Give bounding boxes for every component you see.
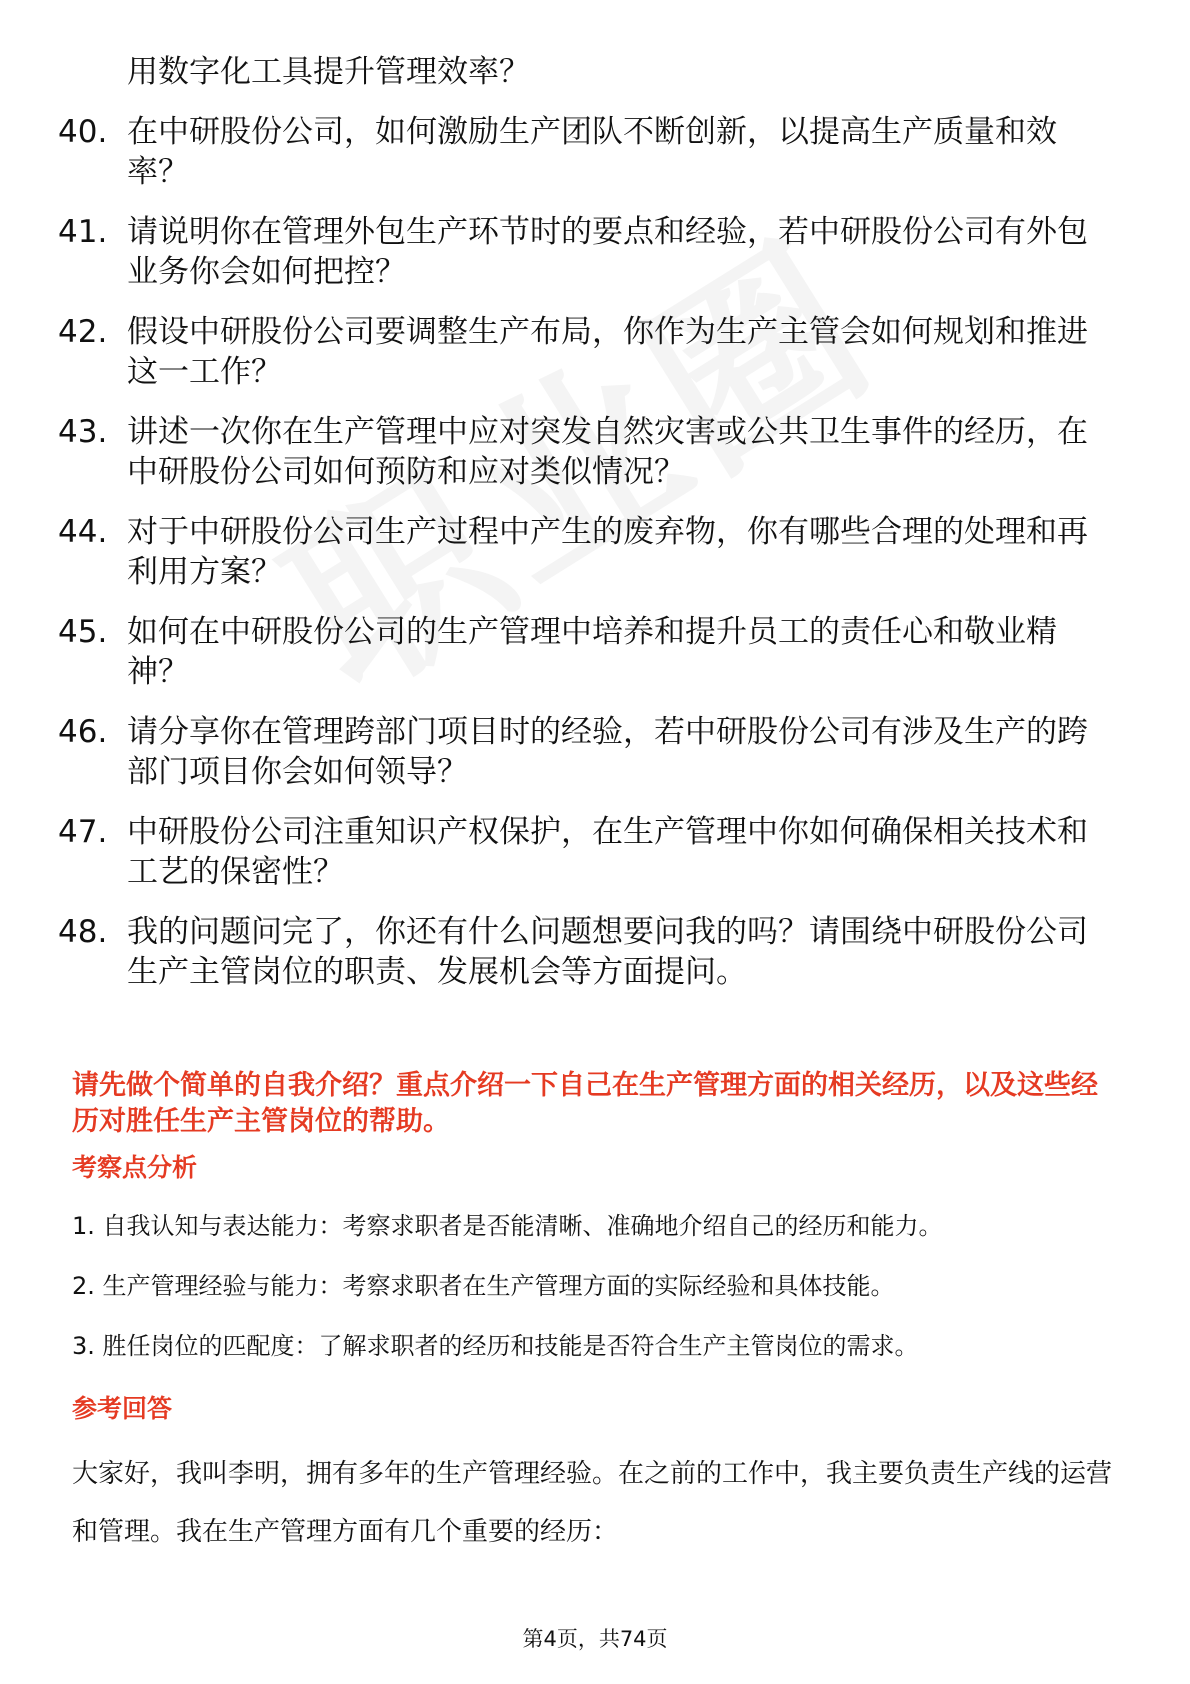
reference-heading: 参考回答 xyxy=(72,1394,173,1423)
question-text: 我的问题问完了，你还有什么问题想要问我的吗？请围绕中研股份公司生产主管岗位的职责、发展机会等方面提问。 xyxy=(127,914,1088,990)
question-text: 讲述一次你在生产管理中应对突发自然灾害或公共卫生事件的经历，在中研股份公司如何预防和应对类似情况？ xyxy=(127,414,1088,490)
question-item xyxy=(58,612,1118,692)
question-text: 如何在中研股份公司的生产管理中培养和提升员工的责任心和敬业精神？ xyxy=(127,614,1057,690)
analysis-heading: 考察点分析 xyxy=(72,1153,198,1182)
question-number: 41. xyxy=(58,214,108,250)
question-item xyxy=(58,512,1118,592)
question-text: 假设中研股份公司要调整生产布局，你作为生产主管会如何规划和推进这一工作？ xyxy=(127,314,1088,390)
question-item xyxy=(58,212,1118,292)
analysis-points xyxy=(72,1210,1122,1390)
question-list xyxy=(58,52,1118,1012)
question-number: 45. xyxy=(58,614,108,650)
question-item xyxy=(58,912,1118,992)
featured-question: 请先做个简单的自我介绍？重点介绍一下自己在生产管理方面的相关经历，以及这些经历对胜任生产主管岗位的帮助。 xyxy=(72,1070,1098,1137)
reference-answer: 大家好，我叫李明，拥有多年的生产管理经验。在之前的工作中，我主要负责生产线的运营和管理。我在生产管理方面有几个重要的经历： xyxy=(72,1459,1113,1547)
question-number: 44. xyxy=(58,514,108,550)
question-item xyxy=(58,112,1118,192)
analysis-point: 3. 胜任岗位的匹配度：了解求职者的经历和技能是否符合生产主管岗位的需求。 xyxy=(72,1332,919,1360)
question-number: 48. xyxy=(58,914,108,950)
question-text: 在中研股份公司，如何激励生产团队不断创新，以提高生产质量和效率？ xyxy=(127,114,1057,190)
question-number: 40. xyxy=(58,114,108,150)
question-number: 43. xyxy=(58,414,108,450)
question-text: 请说明你在管理外包生产环节时的要点和经验，若中研股份公司有外包业务你会如何把控？ xyxy=(127,214,1088,290)
question-number: 47. xyxy=(58,814,108,850)
question-text: 请分享你在管理跨部门项目时的经验，若中研股份公司有涉及生产的跨部门项目你会如何领导？ xyxy=(127,714,1088,790)
analysis-point: 1. 自我认知与表达能力：考察求职者是否能清晰、准确地介绍自己的经历和能力。 xyxy=(72,1212,943,1240)
question-item xyxy=(58,712,1118,792)
question-text: 对于中研股份公司生产过程中产生的废弃物，你有哪些合理的处理和再利用方案？ xyxy=(127,514,1088,590)
page-footer: 第4页，共74页 xyxy=(522,1627,668,1651)
question-item xyxy=(58,412,1118,492)
question-number: 42. xyxy=(58,314,108,350)
question-continuation: 用数字化工具提升管理效率？ xyxy=(127,54,530,90)
question-item xyxy=(58,312,1118,392)
analysis-point: 2. 生产管理经验与能力：考察求职者在生产管理方面的实际经验和具体技能。 xyxy=(72,1272,895,1300)
question-item xyxy=(58,812,1118,892)
question-text: 中研股份公司注重知识产权保护，在生产管理中你如何确保相关技术和工艺的保密性？ xyxy=(127,814,1088,890)
question-number: 46. xyxy=(58,714,108,750)
